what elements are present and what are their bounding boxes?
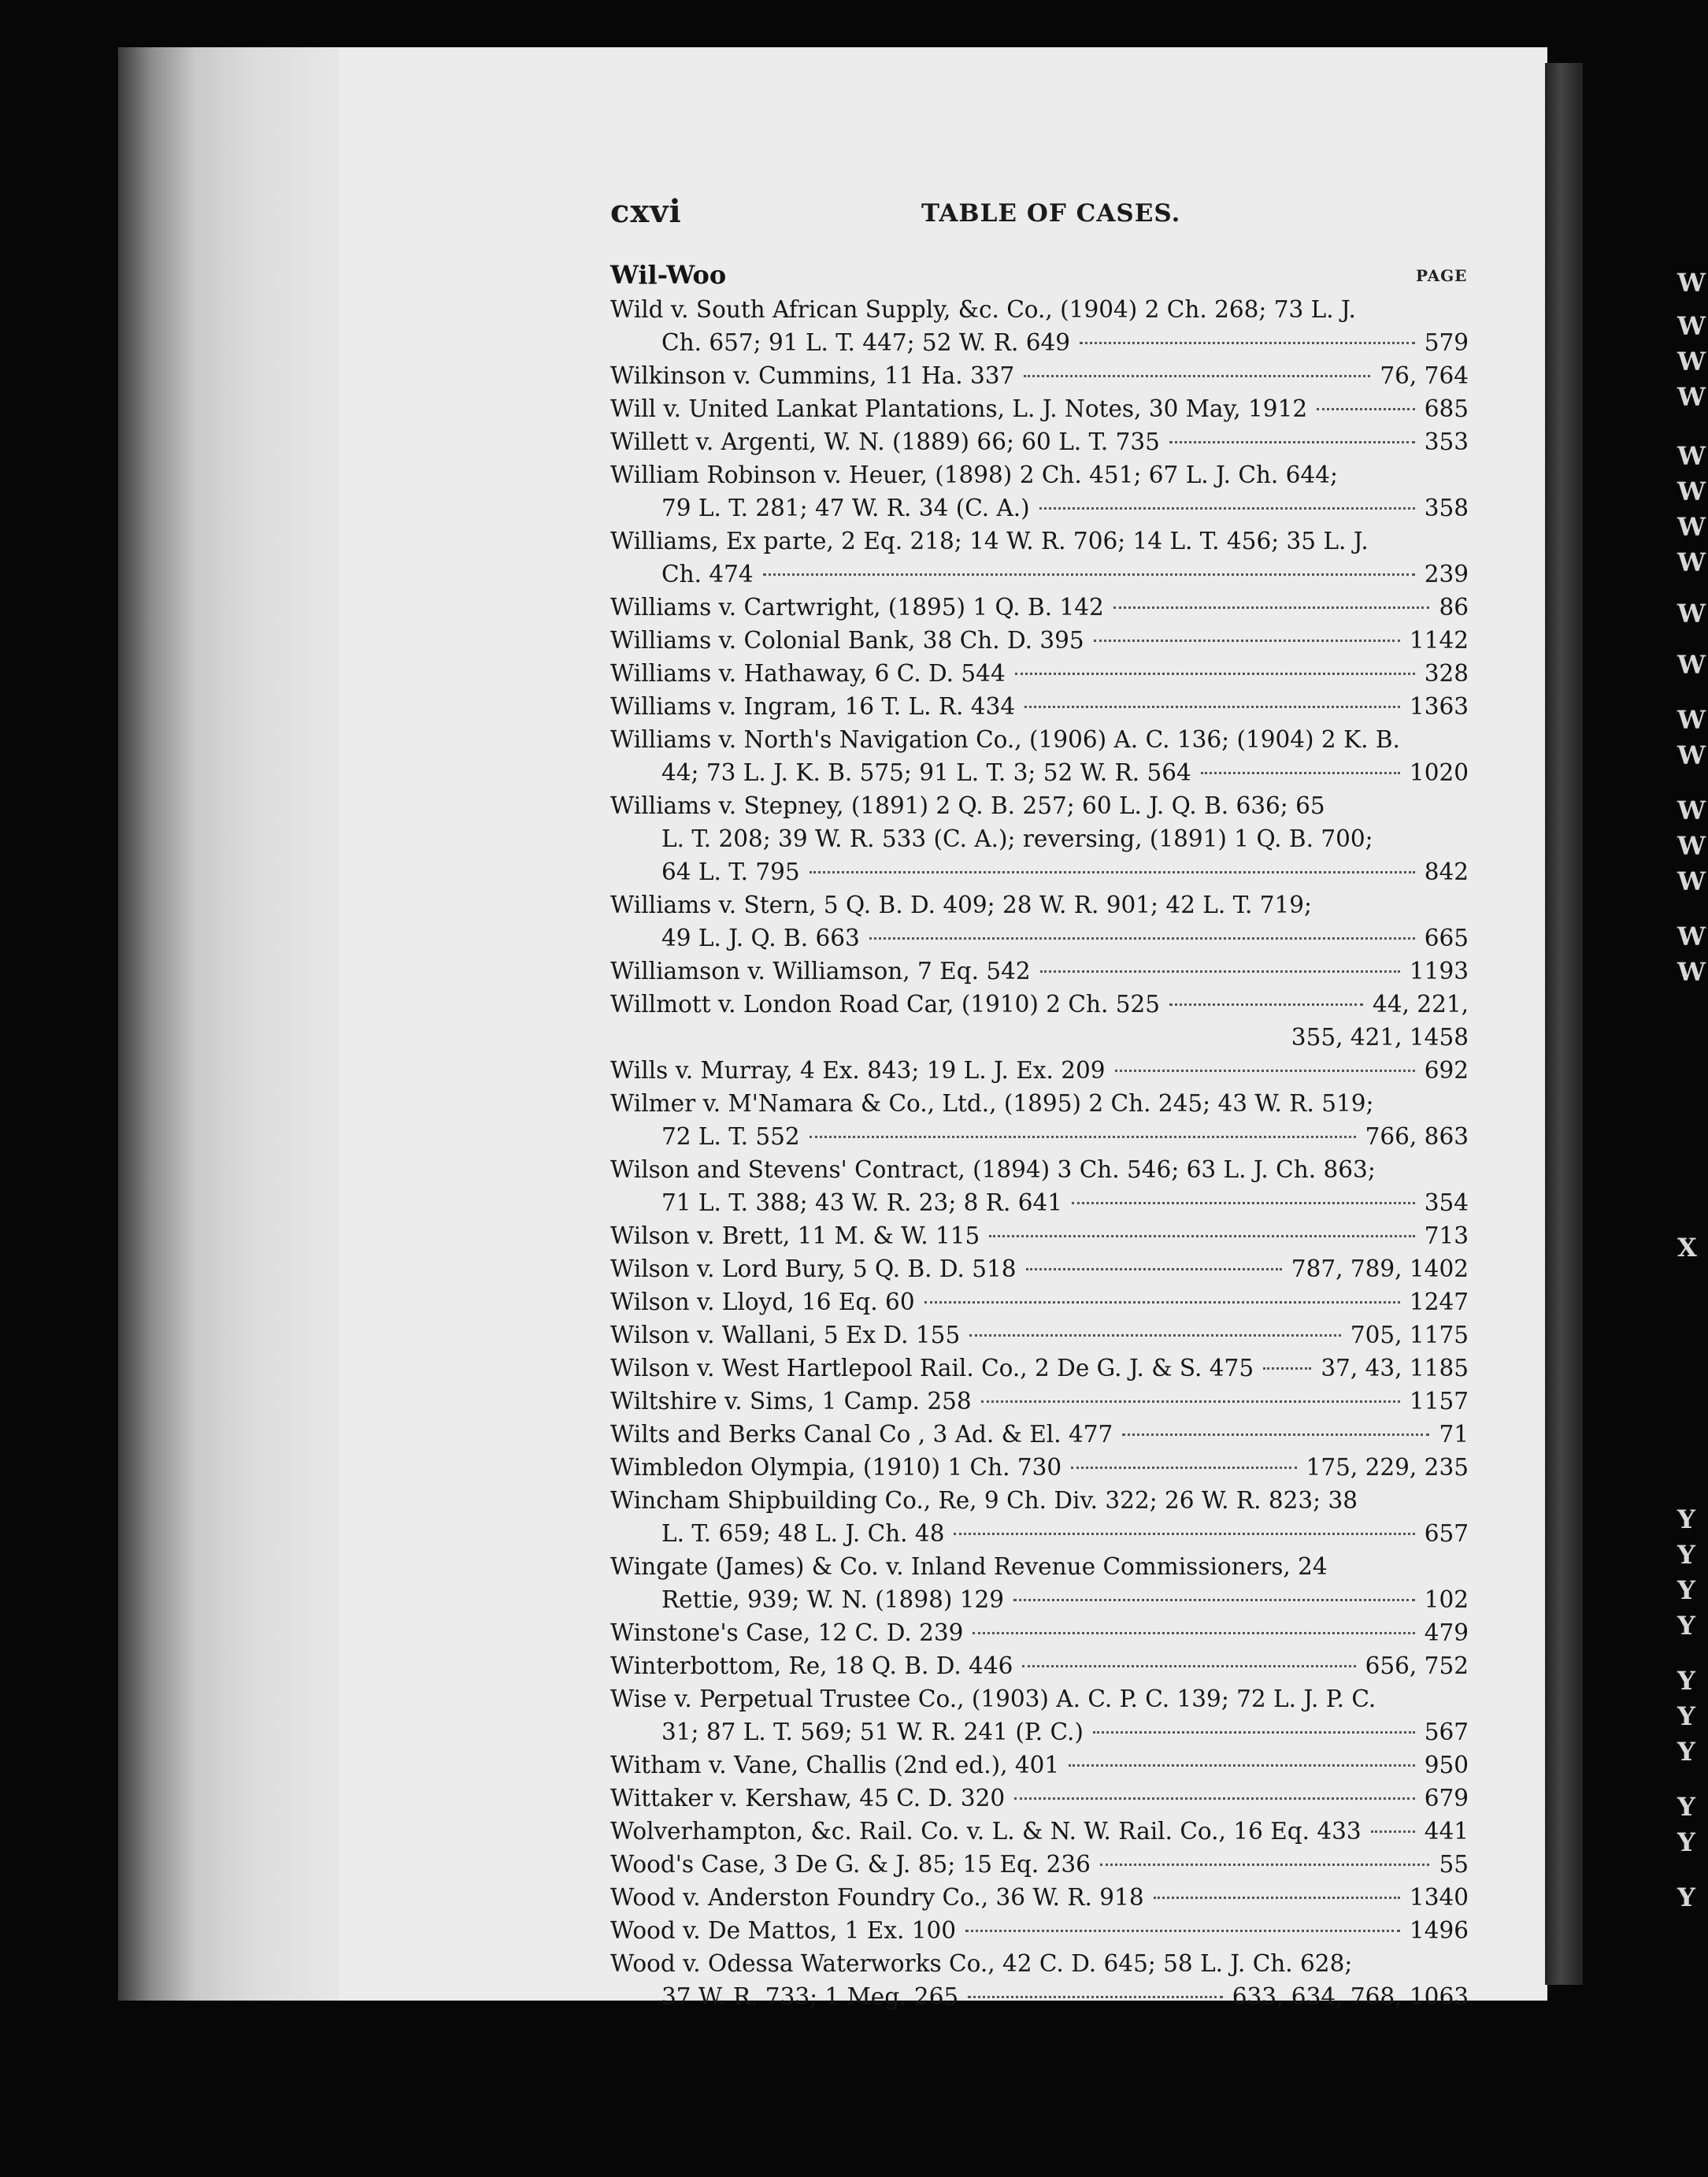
case-citation: Wood v. Anderston Foundry Co., 36 W. R. 918 [610, 1884, 1144, 1911]
case-citation: Wood v. Odessa Waterworks Co., 42 C. D. 645; 58 L. J. Ch. 628; [610, 1950, 1353, 1977]
case-citation: Ch. 474 [661, 561, 754, 588]
facing-page-letter: W [1677, 599, 1706, 629]
facing-page-letter: Y [1677, 1701, 1695, 1731]
case-entry [610, 1219, 1469, 1252]
case-entry [610, 690, 1469, 723]
case-entry-line [610, 1782, 1469, 1815]
facing-page-letter: W [1677, 740, 1706, 770]
case-entry-line [610, 1087, 1469, 1120]
dot-leader [1040, 970, 1400, 973]
case-entry [610, 1682, 1469, 1749]
case-citation: William Robinson v. Heuer, (1898) 2 Ch. 451; 67 L. J. Ch. 644; [610, 462, 1338, 488]
facing-page-letter: Y [1677, 1666, 1695, 1696]
case-entry-continuation [610, 491, 1469, 525]
case-citation: 72 L. T. 552 [661, 1123, 800, 1150]
case-citation: Wood's Case, 3 De G. & J. 85; 15 Eq. 236 [610, 1851, 1091, 1878]
case-entry [610, 1451, 1469, 1484]
case-citation: Wild v. South African Supply, &c. Co., (1904) 2 Ch. 268; 73 L. J. [610, 296, 1356, 323]
page-reference-continuation [610, 1021, 1469, 1054]
case-entry [610, 1649, 1469, 1682]
case-entry-line [610, 1947, 1469, 1980]
dot-leader [954, 1533, 1414, 1535]
case-entry-line [610, 1153, 1469, 1186]
dot-leader [969, 1334, 1341, 1337]
case-entry-line [610, 293, 1469, 326]
case-entry-continuation [610, 1980, 1469, 2013]
case-entry-line [610, 888, 1469, 922]
page-reference: 665 [1424, 925, 1469, 951]
case-entry-line [610, 425, 1469, 458]
case-entry [610, 1815, 1469, 1848]
facing-page-letter: W [1677, 547, 1706, 577]
case-entry-line [610, 789, 1469, 822]
case-entry [610, 624, 1469, 657]
page-reference: 950 [1424, 1752, 1469, 1778]
page-reference: 328 [1424, 660, 1469, 687]
case-entry-continuation [610, 822, 1469, 855]
facing-page-letter: Y [1677, 1540, 1695, 1570]
case-entry-continuation [610, 855, 1469, 888]
facing-page-letter: W [1677, 866, 1706, 896]
facing-page-letter: W [1677, 796, 1706, 825]
case-citation: 37 W. R. 733; 1 Meg. 265 [661, 1983, 959, 2010]
case-entry [610, 1087, 1469, 1153]
page-column-label: PAGE [1416, 266, 1468, 285]
dot-leader [1069, 1764, 1415, 1767]
page-reference: 1363 [1409, 693, 1469, 720]
case-entry [610, 1252, 1469, 1285]
case-citation: Williamson v. Williamson, 7 Eq. 542 [610, 958, 1031, 985]
facing-page-fragment [1677, 268, 1708, 2001]
page-reference: 354 [1424, 1189, 1469, 1216]
case-entry-line [610, 1484, 1469, 1517]
case-citation: 64 L. T. 795 [661, 859, 800, 885]
facing-page-letter: W [1677, 831, 1706, 861]
case-citation: Wilson v. West Hartlepool Rail. Co., 2 De G. J. & S. 475 [610, 1355, 1254, 1381]
case-citation: Wolverhampton, &c. Rail. Co. v. L. & N. W. Rail. Co., 16 Eq. 433 [610, 1818, 1362, 1845]
case-citation: Williams v. Stern, 5 Q. B. D. 409; 28 W. R. 901; 42 L. T. 719; [610, 892, 1312, 918]
case-entry [610, 955, 1469, 988]
dot-leader [1201, 772, 1400, 774]
page-reference: 705, 1175 [1350, 1322, 1469, 1348]
case-citation: Wittaker v. Kershaw, 45 C. D. 320 [610, 1785, 1006, 1812]
page-reference: 766, 863 [1365, 1123, 1469, 1150]
case-citation: 79 L. T. 281; 47 W. R. 34 (C. A.) [661, 495, 1030, 521]
facing-page-letter: W [1677, 650, 1706, 680]
page-reference: 358 [1424, 495, 1469, 521]
page-reference: 44, 221, [1373, 991, 1469, 1018]
case-entry-continuation [610, 1583, 1469, 1616]
running-title: TABLE OF CASES. [921, 199, 1181, 228]
facing-page-letter: W [1677, 441, 1706, 471]
dot-leader [763, 573, 1415, 576]
case-entry [610, 1782, 1469, 1815]
case-citation: 71 L. T. 388; 43 W. R. 23; 8 R. 641 [661, 1189, 1063, 1216]
page-reference: 842 [1424, 859, 1469, 885]
dot-leader [1094, 640, 1400, 642]
case-citation: Wills v. Murray, 4 Ex. 843; 19 L. J. Ex. 209 [610, 1057, 1106, 1084]
facing-page-letter: W [1677, 268, 1706, 298]
dot-leader [1371, 1830, 1415, 1833]
case-entry-line [610, 1914, 1469, 1947]
page-number: cxvi [610, 193, 682, 230]
case-citation: 44; 73 L. J. K. B. 575; 91 L. T. 3; 52 W. R. 564 [661, 759, 1191, 786]
dot-leader [1154, 1897, 1400, 1899]
facing-page-letter: Y [1677, 1792, 1695, 1822]
facing-page-letter: W [1677, 922, 1706, 951]
page-reference: 685 [1424, 395, 1469, 422]
case-citation: Williams v. North's Navigation Co., (1906) A. C. 136; (1904) 2 K. B. [610, 726, 1400, 753]
dot-leader [1072, 1202, 1415, 1204]
facing-page-letter: W [1677, 705, 1706, 735]
case-entry-line [610, 988, 1469, 1021]
case-entry-line [610, 1385, 1469, 1418]
page-reference: 175, 229, 235 [1306, 1454, 1469, 1481]
dot-leader [1013, 1599, 1415, 1601]
page-reference: 1496 [1409, 1917, 1469, 1944]
page-reference: 1142 [1409, 627, 1469, 654]
case-entry [610, 1848, 1469, 1881]
case-entry [610, 1318, 1469, 1352]
dot-leader [1014, 1797, 1415, 1800]
case-entry [610, 591, 1469, 624]
facing-page-letter: Y [1677, 1575, 1695, 1605]
facing-page-letter: Y [1677, 1737, 1695, 1767]
case-citation: 49 L. J. Q. B. 663 [661, 925, 860, 951]
case-citation: 31; 87 L. T. 569; 51 W. R. 241 (P. C.) [661, 1719, 1084, 1745]
case-entry-line [610, 458, 1469, 491]
case-entry [610, 1947, 1469, 2013]
table-of-cases-list [610, 293, 1469, 2013]
dot-leader [869, 937, 1415, 940]
section-label: Wil-Woo [610, 260, 727, 290]
case-entry-line [610, 1616, 1469, 1649]
page-reference: 787, 789, 1402 [1291, 1255, 1469, 1282]
page-reference: 657 [1424, 1520, 1469, 1547]
facing-page-letter: Y [1677, 1504, 1695, 1534]
page-reference: 1247 [1409, 1289, 1469, 1315]
facing-page-letter: W [1677, 957, 1706, 987]
case-citation: Wilson v. Wallani, 5 Ex D. 155 [610, 1322, 961, 1348]
case-entry-line [610, 1285, 1469, 1318]
page-reference: 37, 43, 1185 [1321, 1355, 1469, 1381]
dot-leader [1026, 1268, 1282, 1270]
case-citation: Wise v. Perpetual Trustee Co., (1903) A. C. P. C. 139; 72 L. J. P. C. [610, 1686, 1376, 1712]
dot-leader [1113, 606, 1430, 609]
case-citation: Wingate (James) & Co. v. Inland Revenue Commissioners, 24 [610, 1553, 1328, 1580]
page-reference: 713 [1424, 1222, 1469, 1249]
case-entry [610, 359, 1469, 392]
case-citation: Wilmer v. M'Namara & Co., Ltd., (1895) 2 Ch. 245; 43 W. R. 519; [610, 1090, 1374, 1117]
dot-leader [968, 1996, 1223, 1998]
case-citation: L. T. 208; 39 W. R. 533 (C. A.); reversing, (1891) 1 Q. B. 700; [661, 825, 1373, 852]
case-citation: Wilson v. Lord Bury, 5 Q. B. D. 518 [610, 1255, 1017, 1282]
case-entry [610, 888, 1469, 955]
case-entry [610, 1054, 1469, 1087]
dot-leader [1100, 1864, 1430, 1866]
case-entry-line [610, 591, 1469, 624]
case-entry [610, 425, 1469, 458]
case-entry-line [610, 359, 1469, 392]
page-reference: 441 [1424, 1818, 1469, 1845]
case-entry [610, 1616, 1469, 1649]
case-citation: Williams v. Stepney, (1891) 2 Q. B. 257; 60 L. J. Q. B. 636; 65 [610, 792, 1325, 819]
facing-page-letter: Y [1677, 1827, 1695, 1857]
dot-leader [965, 1930, 1400, 1932]
facing-page-letter: X [1677, 1233, 1697, 1263]
page-reference: 76, 764 [1380, 362, 1469, 389]
case-citation: Williams, Ex parte, 2 Eq. 218; 14 W. R. 706; 14 L. T. 456; 35 L. J. [610, 528, 1369, 554]
page-reference: 579 [1424, 329, 1469, 356]
case-entry-continuation [610, 1120, 1469, 1153]
dot-leader [1039, 507, 1415, 510]
page-reference: 1157 [1409, 1388, 1469, 1415]
case-entry-line [610, 1550, 1469, 1583]
page-reference: 353 [1424, 428, 1469, 455]
case-entry-continuation [610, 1517, 1469, 1550]
case-entry [610, 525, 1469, 591]
case-citation: L. T. 659; 48 L. J. Ch. 48 [661, 1520, 945, 1547]
case-entry-line [610, 1682, 1469, 1715]
dot-leader [1080, 342, 1415, 344]
page-reference: 656, 752 [1365, 1652, 1469, 1679]
case-citation: Wood v. De Mattos, 1 Ex. 100 [610, 1917, 957, 1944]
case-citation: Wilson v. Brett, 11 M. & W. 115 [610, 1222, 980, 1249]
facing-page-letter: Y [1677, 1882, 1695, 1912]
case-citation: Wilkinson v. Cummins, 11 Ha. 337 [610, 362, 1015, 389]
case-entry-line [610, 1881, 1469, 1914]
case-entry [610, 988, 1469, 1054]
case-citation: Willmott v. London Road Car, (1910) 2 Ch. 525 [610, 991, 1161, 1018]
case-entry-line [610, 1749, 1469, 1782]
book-page-edge [118, 47, 339, 2001]
case-entry-continuation [610, 1715, 1469, 1749]
case-entry-line [610, 1848, 1469, 1881]
dot-leader [1115, 1070, 1415, 1072]
case-entry-line [610, 690, 1469, 723]
dot-leader [1169, 441, 1415, 443]
facing-page-letter: Y [1677, 1611, 1695, 1641]
dot-leader [1071, 1467, 1296, 1469]
case-citation: Ch. 657; 91 L. T. 447; 52 W. R. 649 [661, 329, 1071, 356]
dot-leader [924, 1301, 1400, 1304]
case-entry [610, 789, 1469, 888]
case-entry-line [610, 525, 1469, 558]
case-entry-line [610, 1451, 1469, 1484]
case-entry [610, 293, 1469, 359]
case-citation: Willett v. Argenti, W. N. (1889) 66; 60 L. T. 735 [610, 428, 1160, 455]
page-reference: 355, 421, 1458 [1291, 1024, 1469, 1051]
facing-page-letter: W [1677, 347, 1706, 376]
page-reference: 239 [1424, 561, 1469, 588]
page-reference: 86 [1439, 594, 1469, 621]
dot-leader [989, 1235, 1414, 1237]
case-citation: Wilson and Stevens' Contract, (1894) 3 Ch. 546; 63 L. J. Ch. 863; [610, 1156, 1376, 1183]
case-entry-line [610, 1649, 1469, 1682]
case-citation: Wiltshire v. Sims, 1 Camp. 258 [610, 1388, 972, 1415]
dot-leader [1122, 1433, 1429, 1436]
dot-leader [1263, 1367, 1311, 1370]
case-entry-continuation [610, 326, 1469, 359]
case-citation: Williams v. Cartwright, (1895) 1 Q. B. 142 [610, 594, 1104, 621]
case-citation: Williams v. Hathaway, 6 C. D. 544 [610, 660, 1006, 687]
case-citation: Wimbledon Olympia, (1910) 1 Ch. 730 [610, 1454, 1062, 1481]
case-entry-line [610, 955, 1469, 988]
case-citation: Wilts and Berks Canal Co , 3 Ad. & El. 477 [610, 1421, 1113, 1448]
dot-leader [1024, 706, 1400, 708]
dot-leader [1015, 673, 1415, 675]
page-reference: 479 [1424, 1619, 1469, 1646]
case-entry-line [610, 657, 1469, 690]
case-citation: Wilson v. Lloyd, 16 Eq. 60 [610, 1289, 915, 1315]
case-entry [610, 1352, 1469, 1385]
case-entry [610, 1749, 1469, 1782]
page-reference: 1193 [1409, 958, 1469, 985]
page-reference: 567 [1424, 1719, 1469, 1745]
case-entry-line [610, 1352, 1469, 1385]
dot-leader [1169, 1003, 1363, 1006]
case-entry [610, 392, 1469, 425]
case-entry-line [610, 392, 1469, 425]
case-entry [610, 1285, 1469, 1318]
page-reference: 692 [1424, 1057, 1469, 1084]
case-entry [610, 657, 1469, 690]
page-header [610, 193, 1500, 280]
case-entry [610, 1418, 1469, 1451]
dot-leader [1024, 375, 1370, 377]
case-citation: Winstone's Case, 12 C. D. 239 [610, 1619, 964, 1646]
page-reference: 1020 [1409, 759, 1469, 786]
case-entry-continuation [610, 922, 1469, 955]
case-entry-line [610, 1054, 1469, 1087]
page-reference: 1340 [1409, 1884, 1469, 1911]
case-citation: Will v. United Lankat Plantations, L. J. Notes, 30 May, 1912 [610, 395, 1308, 422]
case-citation: Rettie, 939; W. N. (1898) 129 [661, 1586, 1005, 1613]
case-entry [610, 1153, 1469, 1219]
dot-leader [981, 1400, 1400, 1403]
page-reference: 679 [1424, 1785, 1469, 1812]
case-entry [610, 1484, 1469, 1550]
case-entry [610, 723, 1469, 789]
case-entry [610, 1550, 1469, 1616]
facing-page-letter: W [1677, 382, 1706, 412]
case-entry-continuation [610, 558, 1469, 591]
facing-page-letter: W [1677, 512, 1706, 542]
dot-leader [1317, 408, 1415, 410]
case-entry-line [610, 723, 1469, 756]
page-reference: 55 [1439, 1851, 1469, 1878]
dot-leader [1022, 1665, 1355, 1667]
page-reference: 633, 634, 768, 1063 [1232, 1983, 1469, 2010]
case-entry-continuation [610, 1186, 1469, 1219]
case-entry-line [610, 1418, 1469, 1451]
page-reference: 71 [1439, 1421, 1469, 1448]
case-entry-line [610, 1252, 1469, 1285]
case-citation: Williams v. Ingram, 16 T. L. R. 434 [610, 693, 1016, 720]
case-entry [610, 1914, 1469, 1947]
case-entry-line [610, 624, 1469, 657]
case-entry [610, 458, 1469, 525]
case-citation: Witham v. Vane, Challis (2nd ed.), 401 [610, 1752, 1060, 1778]
book-gutter [1545, 63, 1583, 1985]
dot-leader [973, 1632, 1414, 1634]
case-entry [610, 1881, 1469, 1914]
dot-leader [810, 871, 1415, 873]
page-reference: 102 [1424, 1586, 1469, 1613]
case-entry-line [610, 1219, 1469, 1252]
case-citation: Williams v. Colonial Bank, 38 Ch. D. 395 [610, 627, 1084, 654]
case-entry-line [610, 1815, 1469, 1848]
case-entry-continuation [610, 756, 1469, 789]
facing-page-letter: W [1677, 477, 1706, 506]
case-entry [610, 1385, 1469, 1418]
dot-leader [1093, 1731, 1415, 1734]
dot-leader [810, 1136, 1356, 1138]
case-entry-line [610, 1318, 1469, 1352]
facing-page-letter: W [1677, 311, 1706, 341]
case-citation: Winterbottom, Re, 18 Q. B. D. 446 [610, 1652, 1013, 1679]
case-citation: Wincham Shipbuilding Co., Re, 9 Ch. Div. 322; 26 W. R. 823; 38 [610, 1487, 1358, 1514]
